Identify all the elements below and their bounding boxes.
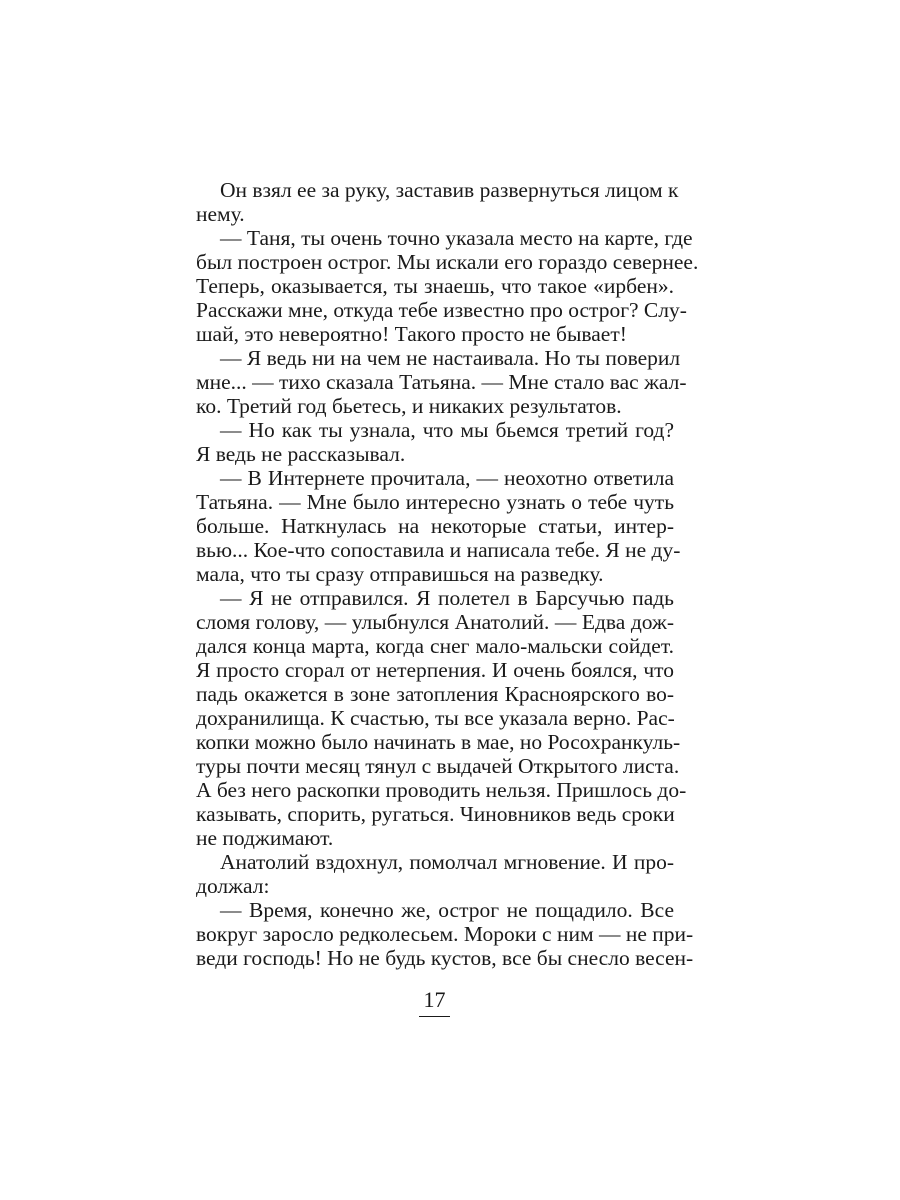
text-line: сломя голову, — улыбнулся Анатолий. — Едва дож- (196, 610, 674, 634)
text-line: ко. Третий год бьетесь, и никаких результатов. (196, 394, 622, 418)
text-line: нему. (196, 202, 245, 226)
text-line: — Время, конечно же, острог не пощадило. Все (220, 898, 674, 922)
text-line: копки можно было начинать в мае, но Росохранкуль- (196, 730, 681, 754)
text-line: казывать, спорить, ругаться. Чиновников ведь сроки (196, 802, 675, 826)
text-line: вокруг заросло редколесьем. Мороки с ним — не при- (196, 922, 694, 946)
text-line: Он взял ее за руку, заставив развернуться лицом к (220, 178, 679, 202)
text-line: больше. Наткнулась на некоторые статьи, интер- (196, 514, 674, 538)
text-line: дался конца марта, когда снег мало-мальски сойдет. (196, 634, 674, 658)
text-line: — Я ведь ни на чем не настаивала. Но ты поверил (220, 346, 681, 370)
text-line: Я просто сгорал от нетерпения. И очень боялся, что (196, 658, 674, 682)
text-line: дохранилища. К счастью, ты все указала верно. Рас- (196, 706, 675, 730)
body-text (196, 178, 699, 970)
text-line: — В Интернете прочитала, — неохотно ответила (220, 466, 674, 490)
page-number-underline (419, 1016, 450, 1017)
text-line: — Я не отправился. Я полетел в Барсучью падь (220, 586, 674, 610)
text-line: был построен острог. Мы искали его гораздо севернее. (196, 250, 699, 274)
text-line: Татьяна. — Мне было интересно узнать о тебе чуть (196, 490, 674, 514)
text-line: мне... — тихо сказала Татьяна. — Мне стало вас жал- (196, 370, 687, 394)
text-line: вью... Кое-что сопоставила и написала тебе. Я не ду- (196, 538, 681, 562)
text-line: — Таня, ты очень точно указала место на карте, где (220, 226, 693, 250)
text-line: мала, что ты сразу отправишься на разведку. (196, 562, 604, 586)
text-line: шай, это невероятно! Такого просто не бывает! (196, 322, 627, 346)
text-line: Я ведь не рассказывал. (196, 442, 406, 466)
text-line: падь окажется в зоне затопления Красноярского во- (196, 682, 674, 706)
page-number: 17 (423, 987, 446, 1012)
text-line: Анатолий вздохнул, помолчал мгновение. И про- (220, 850, 674, 874)
text-line: туры почти месяц тянул с выдачей Открытого листа. (196, 754, 680, 778)
text-line: веди господь! Но не будь кустов, все бы снесло весен- (196, 946, 694, 970)
text-line: Расскажи мне, откуда тебе известно про острог? Слу- (196, 298, 687, 322)
text-line: не поджимают. (196, 826, 334, 850)
text-line: должал: (196, 874, 270, 898)
text-line: — Но как ты узнала, что мы бьемся третий год? (220, 418, 674, 442)
text-line: Теперь, оказывается, ты знаешь, что такое «ирбен». (196, 274, 674, 298)
text-line: А без него раскопки проводить нельзя. Пришлось до- (196, 778, 687, 802)
